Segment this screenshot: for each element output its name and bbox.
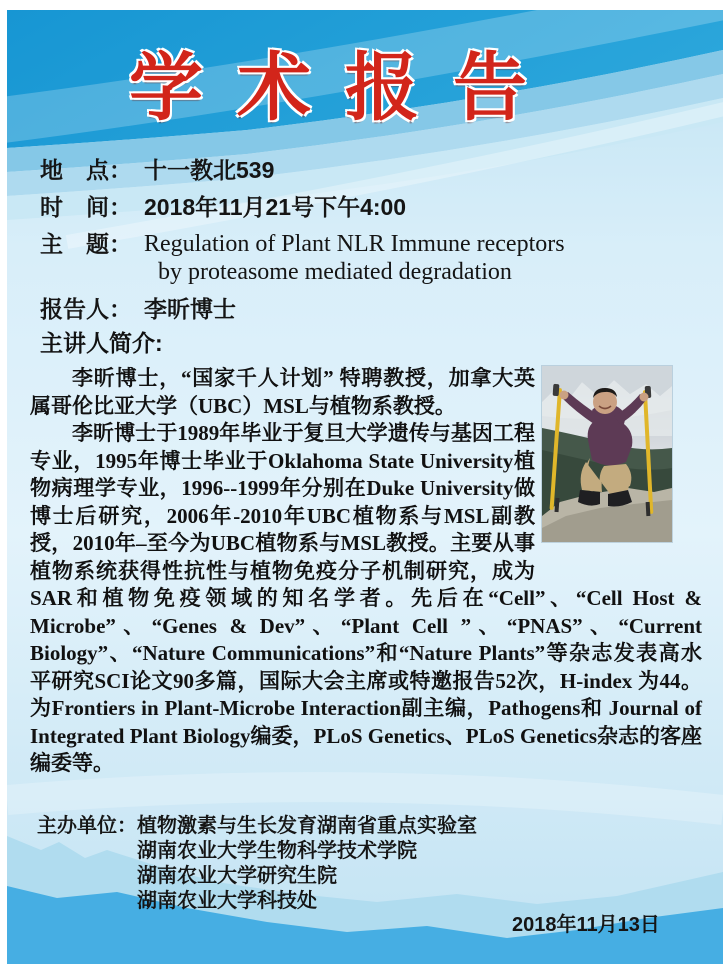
organizers-label: 主办单位： xyxy=(37,815,137,837)
topic-line-2: by proteasome mediated degradation xyxy=(158,259,512,285)
info-row-speaker xyxy=(40,295,700,323)
speaker-photo xyxy=(542,366,672,542)
location-label: 地 点： xyxy=(40,157,132,183)
poster-title: 学术报告 xyxy=(129,46,561,129)
organizer-item: 湖南农业大学科技处 xyxy=(137,890,317,912)
time-label: 时 间： xyxy=(40,194,132,220)
organizer-item: 湖南农业大学研究生院 xyxy=(137,865,337,887)
location-value: 十一教北539 xyxy=(144,157,275,183)
bio-heading: 主讲人简介: xyxy=(40,330,163,356)
topic-value xyxy=(144,230,565,286)
speaker-label: 报告人： xyxy=(40,296,132,322)
topic-line-1: Regulation of Plant NLR Immune receptors xyxy=(144,231,565,257)
speaker-value: 李昕博士 xyxy=(144,296,236,322)
lecture-info-block xyxy=(40,156,700,332)
bio-paragraph-1: 李昕博士，“国家千人计划” 特聘教授，加拿大英属哥伦比亚大学（UBC）MSL与植物系教授。 xyxy=(30,366,535,418)
organizers-block xyxy=(37,814,477,914)
organizer-item: 湖南农业大学生物科学技术学院 xyxy=(137,840,417,862)
speaker-bio-section xyxy=(30,328,702,778)
academic-lecture-poster xyxy=(7,10,723,964)
info-row-topic xyxy=(40,230,700,286)
footer-date: 2018年11月13日 xyxy=(512,914,660,936)
time-value: 2018年11月21号下午4:00 xyxy=(144,194,407,220)
info-row-time xyxy=(40,193,700,221)
info-row-location xyxy=(40,156,700,184)
organizer-item: 植物激素与生长发育湖南省重点实验室 xyxy=(137,815,477,837)
bio-paragraph-2: 李昕博士于1989年毕业于复旦大学遗传与基因工程专业，1995年博士毕业于Oklahoma State University植物病理学专业，1996--1999年分别在Duke University做博士后研究，2006年-2010年UBC植物系与MSL副教授，2010年–至今为UBC植物系与MSL教授。主要从事植物系统获得性抗性与植物免疫分子机制研究，成为SAR和植物免疫领域的知名学者。先后在“Cell”、“Cell Host & Microbe”、“Genes & Dev”、“Plant Cell ”、“PNAS”、“Current Biology”、“Nature Communications”和“Nature Plants”等杂志发表高水平研究SCI论文90多篇，国际大会主席或特邀报告52次，H-index 为44。为Frontiers in Plant-Microbe Interaction副主编，Pathogens和 Journal of Integrated Plant Biology编委，PLoS Genetics、PLoS Genetics杂志的客座编委等。 xyxy=(30,421,702,775)
topic-label: 主 题： xyxy=(40,231,132,257)
organizers-list xyxy=(137,814,477,914)
